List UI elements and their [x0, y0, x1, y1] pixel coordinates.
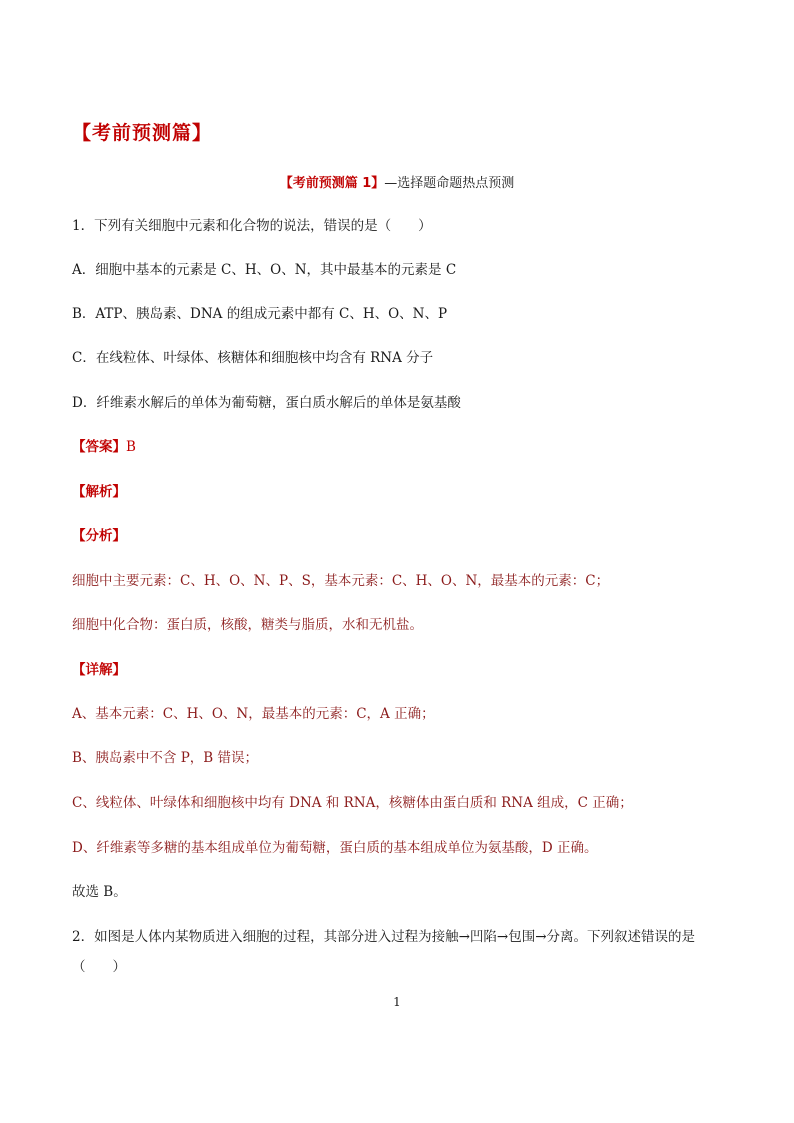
fenxi-tag: 【分析】 [72, 528, 126, 544]
fenxi-line-1: 细胞中主要元素：C、H、O、N、P、S，基本元素：C、H、O、N，最基本的元素：C； [72, 573, 610, 589]
question-1-stem: 1．下列有关细胞中元素和化合物的说法，错误的是（ ） [72, 218, 432, 234]
question-2-stem-line-2: （ ） [72, 959, 126, 975]
detail-line-b: B、胰岛素中不含 P，B 错误； [72, 750, 259, 766]
sub-heading-text: —选择题命题热点预测 [384, 176, 515, 191]
answer-value: B [126, 439, 136, 455]
fenxi-line-2: 细胞中化合物：蛋白质，核酸，糖类与脂质，水和无机盐。 [72, 617, 423, 633]
question-2-stem-line-1: 2．如图是人体内某物质进入细胞的过程，其部分进入过程为接触→凹陷→包围→分离。下列叙述错误的是 [72, 929, 696, 945]
section-title: 【考前预测篇】 [72, 122, 213, 144]
page-number: 1 [393, 995, 401, 1009]
detail-line-d: D、纤维素等多糖的基本组成单位为葡萄糖，蛋白质的基本组成单位为氨基酸，D 正确。 [72, 840, 598, 856]
sub-heading-label: 【考前预测篇 1】 [279, 176, 385, 191]
question-1-option-b: B．ATP、胰岛素、DNA 的组成元素中都有 C、H、O、N、P [72, 306, 448, 322]
conclusion: 故选 B。 [72, 884, 127, 900]
question-1-option-c: C．在线粒体、叶绿体、核糖体和细胞核中均含有 RNA 分子 [72, 350, 434, 366]
answer-line [72, 438, 136, 456]
detail-line-a: A、基本元素：C、H、O、N，最基本的元素：C，A 正确； [72, 706, 435, 722]
detail-tag: 【详解】 [72, 662, 126, 678]
detail-line-c: C、线粒体、叶绿体和细胞核中均有 DNA 和 RNA，核糖体由蛋白质和 RNA 组成，C 正确； [72, 795, 633, 811]
question-1-option-a: A．细胞中基本的元素是 C、H、O、N，其中最基本的元素是 C [72, 262, 457, 278]
answer-tag: 【答案】 [72, 439, 126, 455]
analysis-tag: 【解析】 [72, 484, 126, 500]
question-1-option-d: D．纤维素水解后的单体为葡萄糖，蛋白质水解后的单体是氨基酸 [72, 395, 461, 411]
sub-heading [0, 172, 794, 191]
